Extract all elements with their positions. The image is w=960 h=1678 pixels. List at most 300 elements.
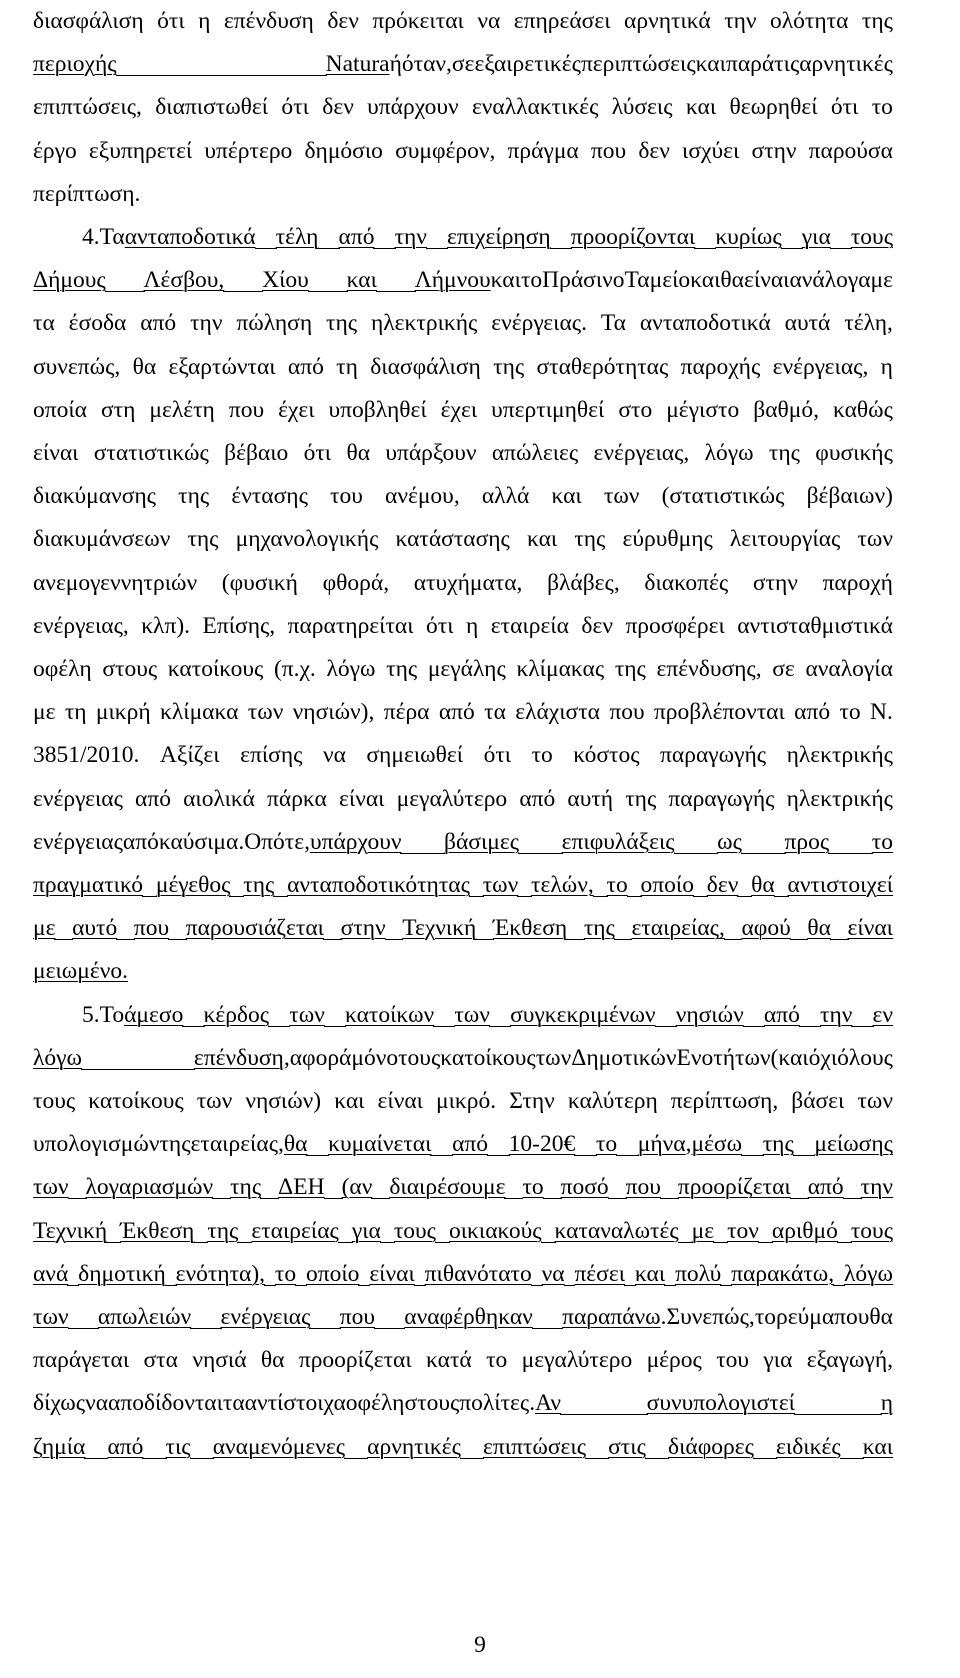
word (863, 1432, 893, 1462)
text-run: ενέργειας. (491, 310, 587, 337)
word (581, 611, 613, 641)
underline-gap (182, 1000, 204, 1027)
word (772, 654, 795, 684)
underlined-text: το (595, 1131, 618, 1158)
underlined-text: Λέσβου, (143, 267, 225, 294)
text-run: υπάρξουν (385, 440, 477, 466)
word (730, 524, 840, 554)
word (100, 1000, 125, 1030)
text-run: από (287, 353, 324, 380)
text-line (82, 1000, 893, 1030)
text-run: διακυμάνσεων (33, 526, 171, 553)
word (194, 1043, 290, 1073)
word (404, 1302, 533, 1332)
word (644, 568, 728, 598)
word (441, 395, 478, 425)
underline-gap (830, 222, 852, 249)
underline-gap (385, 913, 404, 940)
text-line (33, 697, 893, 727)
word (493, 913, 567, 943)
word (753, 395, 819, 425)
underline-gap (830, 913, 849, 940)
word (519, 784, 555, 814)
word (141, 611, 190, 641)
text-run: εναλλακτικές (471, 94, 599, 121)
underlined-text: μειωμένο. (33, 958, 128, 985)
word (522, 1172, 543, 1202)
word (202, 611, 275, 641)
word (622, 524, 712, 554)
word (386, 654, 417, 684)
text-run: το (839, 699, 861, 726)
word (124, 1000, 183, 1030)
underline-gap (223, 265, 263, 292)
word (248, 697, 284, 727)
text-run: το (486, 1347, 508, 1374)
text-run: της (493, 353, 525, 380)
word (304, 438, 332, 468)
word (404, 1388, 459, 1418)
word (788, 870, 894, 900)
underlined-text: Τεχνική (33, 1217, 108, 1244)
word (159, 1129, 190, 1159)
word (323, 568, 389, 598)
word (89, 136, 192, 166)
word (604, 481, 640, 511)
text-run: ή (389, 51, 402, 78)
text-line (33, 611, 893, 641)
text-line (33, 265, 893, 295)
text-line (33, 1345, 893, 1375)
underline-gap (460, 1432, 484, 1459)
text-run: Συνεπώς, (666, 1304, 755, 1330)
word (625, 265, 691, 295)
text-run: έχει (440, 396, 478, 423)
text-run: στην (752, 569, 798, 596)
word (675, 1259, 721, 1289)
text-run: είναι (377, 1088, 423, 1114)
text-run: Επίσης, (202, 612, 276, 639)
underlined-text: ειδικές (776, 1433, 841, 1460)
word (789, 265, 870, 295)
word (125, 222, 256, 252)
text-run: θα (720, 267, 744, 294)
word (532, 740, 553, 770)
underlined-text: άμεσο (124, 1001, 184, 1028)
text-run: αλλά (481, 483, 530, 510)
underlined-text: είναι (847, 915, 893, 942)
underlined-text: μείωσης (814, 1131, 893, 1158)
word (873, 1000, 894, 1030)
text-run: όλους (837, 1044, 893, 1071)
word (807, 913, 831, 943)
text-run: έχει (278, 396, 315, 423)
underlined-text: πέσει (574, 1260, 626, 1287)
word (542, 265, 624, 295)
underlined-text: ανταποδοτικότητας (287, 872, 470, 898)
underline-gap (306, 1129, 329, 1156)
underlined-text: υπάρχουν (309, 828, 402, 855)
underline-gap (430, 1129, 453, 1156)
text-run: δεν (322, 94, 354, 121)
underlined-text: αντιστοιχεί (787, 872, 894, 898)
word (339, 222, 375, 252)
text-run: αυτά (784, 310, 831, 337)
underlined-text: (αν (341, 1174, 373, 1201)
underline-gap (837, 1216, 852, 1243)
word (251, 1216, 338, 1246)
word (626, 1172, 661, 1202)
word (326, 49, 390, 79)
text-run: στους (404, 1390, 460, 1417)
word (615, 654, 646, 684)
underline-gap (105, 265, 145, 292)
word (330, 481, 363, 511)
underline-gap (142, 870, 157, 897)
text-run: παρούσα (808, 137, 893, 164)
word (397, 784, 508, 814)
text-run: , (685, 1131, 692, 1158)
underline-gap (614, 913, 633, 940)
word (571, 222, 695, 252)
underlined-text: Λήμνου (414, 267, 491, 294)
underline-gap (794, 1388, 882, 1415)
text-line (33, 438, 893, 468)
underline-gap (774, 870, 789, 897)
underlined-text: στις (608, 1433, 646, 1460)
word (94, 438, 209, 468)
word (367, 92, 458, 122)
word (568, 1086, 658, 1116)
word (236, 524, 379, 554)
word (156, 870, 231, 900)
word (691, 1129, 742, 1159)
underlined-text: ανταποδοτικά (124, 224, 256, 250)
text-run: με (33, 699, 56, 726)
text-run: ανταποδοτικά (639, 310, 771, 337)
text-run: από (519, 785, 556, 812)
text-run: (στατιστικώς (661, 483, 785, 510)
word (591, 136, 626, 166)
word (281, 92, 309, 122)
text-run: παραγωγής (660, 742, 767, 769)
word (310, 827, 401, 857)
word (190, 308, 222, 338)
text-run: αφορά (289, 1044, 352, 1071)
text-run: αρνητικές (799, 51, 893, 78)
word (833, 395, 893, 425)
underline-gap (400, 827, 445, 854)
text-run: στατιστικώς (93, 440, 209, 466)
underline-gap (828, 827, 873, 854)
word (522, 1345, 633, 1375)
underline-gap (560, 1388, 648, 1415)
underline-gap (68, 1172, 87, 1199)
underline-gap (758, 1216, 773, 1243)
text-run: διακοπές (644, 569, 729, 596)
text-line (82, 222, 893, 252)
underlined-text: που (133, 915, 170, 942)
underlined-text: μήνα (637, 1131, 686, 1158)
underlined-text: από (763, 1001, 800, 1028)
word (290, 1043, 352, 1073)
underlined-text: 10-20€ (508, 1131, 576, 1158)
word (33, 784, 123, 814)
underlined-text: συνυπολογιστεί (646, 1390, 796, 1417)
text-run: την (724, 8, 757, 34)
word (33, 1086, 75, 1116)
word (33, 92, 142, 122)
text-run: της (768, 440, 800, 466)
word (805, 654, 892, 684)
text-run: της (326, 310, 358, 337)
text-run: των (535, 1044, 572, 1071)
text-line (33, 956, 128, 986)
text-run: διακύμανσης (33, 483, 156, 510)
text-run: να (322, 742, 346, 769)
word (447, 222, 551, 252)
word (245, 1388, 346, 1418)
word (389, 1172, 505, 1202)
text-run: σε (451, 51, 475, 78)
text-run: κόστος (573, 742, 640, 769)
underlined-text: από (338, 224, 375, 250)
word (278, 1172, 324, 1202)
word (366, 740, 463, 770)
underlined-text: της (230, 1174, 262, 1201)
word (306, 1259, 359, 1289)
word (33, 352, 120, 382)
text-run: εύρυθμης (622, 526, 713, 553)
underlined-text: το (871, 828, 893, 855)
text-run: τους (398, 1044, 441, 1071)
text-run: την (190, 310, 223, 337)
underlined-text: Δήμους (33, 267, 106, 294)
word (785, 827, 830, 857)
underline-gap (743, 1000, 765, 1027)
word (402, 913, 476, 943)
text-run: του (330, 483, 363, 510)
word (831, 92, 859, 122)
word (33, 1172, 69, 1202)
underline-gap (371, 1172, 390, 1199)
underlined-text: επιφυλάξεις (561, 828, 675, 855)
word (33, 136, 77, 166)
text-run: Το (99, 1001, 125, 1028)
word (398, 1043, 440, 1073)
word (288, 611, 414, 641)
word (229, 395, 264, 425)
word (535, 1388, 561, 1418)
text-run: ανέμου, (385, 483, 460, 510)
text-line (33, 1086, 893, 1116)
word (776, 1302, 834, 1332)
word (428, 654, 506, 684)
underline-gap (843, 1172, 862, 1199)
underlined-text: κέρδος (203, 1001, 270, 1028)
word (521, 265, 542, 295)
word (33, 1129, 159, 1159)
underlined-text: δεν (706, 872, 739, 898)
underlined-text: πραγματικό (33, 872, 144, 898)
text-run: (φυσική (221, 569, 298, 596)
text-run: στη (100, 396, 136, 423)
underlined-text: το (274, 1260, 297, 1287)
word (690, 265, 720, 295)
word (33, 870, 143, 900)
word (483, 870, 519, 900)
word (607, 870, 628, 900)
word (33, 611, 129, 641)
text-run: κατοίκους (440, 1044, 536, 1071)
underline-gap (541, 1216, 556, 1243)
text-run: δημόσιο (304, 137, 383, 164)
underline-gap (338, 1216, 353, 1243)
text-run: όχι (808, 1044, 838, 1071)
underline-gap (489, 1000, 511, 1027)
word (449, 1216, 542, 1246)
underlined-text: Natura (325, 51, 390, 78)
underlined-text: αρνητικές (367, 1433, 461, 1460)
text-run: το (520, 267, 543, 294)
text-run: θεωρηθεί (729, 94, 818, 121)
text-line (33, 1172, 893, 1202)
word (33, 1388, 85, 1418)
word (33, 395, 87, 425)
text-run: ηλεκτρικής (786, 742, 893, 769)
underline-gap (374, 1302, 405, 1329)
text-run: Ν. (870, 699, 893, 726)
word (839, 697, 860, 727)
word (848, 913, 893, 943)
underlined-text: κυρίως (715, 224, 782, 250)
underlined-text: εταιρείας (251, 1217, 339, 1244)
word (176, 1259, 265, 1289)
underlined-text: επένδυση (193, 1044, 284, 1071)
text-run: διασφάλιση (370, 353, 481, 380)
text-run: φυσικής (815, 440, 893, 466)
text-run: να (477, 8, 501, 34)
text-run: αντίστοιχα (244, 1390, 346, 1417)
word (207, 1216, 238, 1246)
text-run: των (857, 1088, 893, 1114)
text-run: παραγωγής (668, 785, 775, 812)
word (618, 395, 652, 425)
word (284, 1129, 308, 1159)
underline-gap (627, 870, 642, 897)
word (120, 1216, 194, 1246)
word (351, 1043, 398, 1073)
word (536, 352, 668, 382)
text-run: παροχή (822, 569, 893, 596)
text-run: εξαρτώνται (168, 353, 276, 380)
word (186, 913, 324, 943)
underline-gap (793, 1129, 816, 1156)
text-run: βέβαιο (224, 440, 289, 466)
underlined-text: των (482, 872, 519, 898)
underlined-text: περιοχής (33, 51, 117, 78)
text-run: ενέργειας (33, 828, 123, 855)
underlined-text: της (583, 915, 615, 942)
word (774, 49, 799, 79)
word (261, 1345, 285, 1375)
text-run: στα (143, 1347, 178, 1374)
underlined-text: αυτό (72, 915, 118, 942)
word (346, 1388, 405, 1418)
text-run: των (196, 1088, 233, 1114)
text-run: καύσιμα. (158, 828, 245, 855)
underlined-text: βάσιμες (444, 828, 520, 855)
word (328, 1129, 431, 1159)
underlined-text: διαιρέσουμε (389, 1174, 506, 1201)
underlined-text: τους (850, 1217, 893, 1244)
word (751, 136, 796, 166)
underlined-text: θα (807, 915, 831, 942)
text-run: σημειωθεί (366, 742, 464, 769)
text-line (33, 49, 893, 79)
underline-gap (106, 1216, 121, 1243)
underline-gap (237, 1216, 252, 1243)
word (870, 697, 893, 727)
text-run: ότι (830, 94, 859, 121)
underline-gap (585, 1432, 609, 1459)
word (751, 870, 775, 900)
text-run: και (695, 51, 726, 78)
underlined-text: ανά (33, 1260, 69, 1287)
word (340, 1302, 375, 1332)
underline-gap (543, 1172, 562, 1199)
text-run: στην (751, 137, 797, 164)
word (666, 395, 739, 425)
underline-gap (255, 222, 277, 249)
text-run: Τα (600, 310, 626, 337)
word (157, 6, 185, 36)
underlined-text: καταναλωτές (554, 1217, 679, 1244)
word (677, 1043, 771, 1073)
underlined-text: Χίου (262, 267, 309, 294)
text-run: θα (869, 1304, 893, 1330)
word (402, 49, 452, 79)
word (33, 308, 55, 338)
underlined-text: αφού (741, 915, 791, 942)
underlined-text: οικιακούς (448, 1217, 542, 1244)
text-run: μηχανολογικής (235, 526, 379, 553)
word (555, 1216, 679, 1246)
text-run: βάσει (791, 1088, 845, 1114)
word (562, 827, 675, 857)
text-run: επηρεάσει (513, 8, 611, 34)
word (857, 1086, 893, 1116)
text-run: υπερτιμηθεί (491, 396, 605, 423)
underlined-text: τους (393, 1217, 436, 1244)
text-run: οποία (33, 396, 87, 423)
underline-gap (435, 1216, 450, 1243)
text-run: μέγιστο (666, 396, 740, 423)
underline-gap (616, 1129, 639, 1156)
underline-gap (433, 1000, 455, 1027)
text-run: για (763, 1347, 793, 1374)
text-run: ότι (281, 94, 309, 121)
word (584, 913, 615, 943)
underline-gap (741, 827, 786, 854)
text-run: (π.χ. (273, 656, 316, 682)
word (394, 1216, 436, 1246)
word (222, 568, 298, 598)
text-run: μικρή (95, 699, 151, 726)
text-line (33, 1216, 893, 1246)
text-run: παρατηρείται (287, 612, 414, 639)
underlined-text: κυμαίνεται (328, 1131, 432, 1158)
